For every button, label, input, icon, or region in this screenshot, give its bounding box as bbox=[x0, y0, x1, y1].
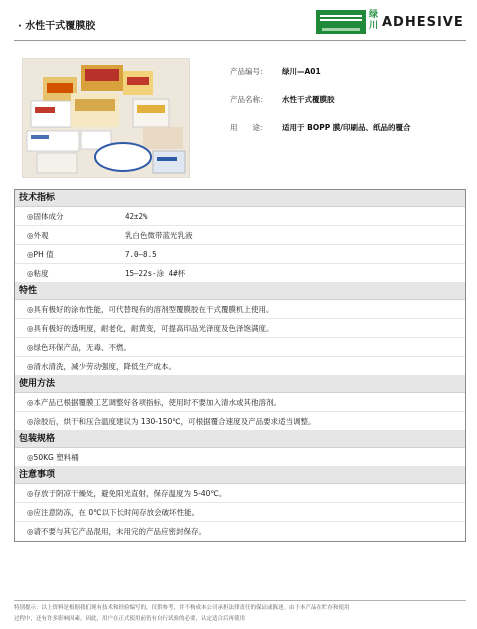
disclaimer-line: 过程中，还有许多影响因素，因此，用户在正式使用前仍有自行试验的必要，认定适合后再使用 bbox=[14, 616, 246, 622]
tech-row bbox=[15, 226, 465, 245]
feature-item: ◎具有极好的透明度，耐老化，耐黄变，可提高印品光泽度及色泽饱满度。 bbox=[15, 319, 465, 338]
footer-divider bbox=[14, 600, 466, 601]
feature-item: ◎绿色环保产品，无毒、不燃。 bbox=[15, 338, 465, 357]
tech-value: 乳白色微带蓝光乳液 bbox=[125, 231, 193, 240]
info-row-code bbox=[230, 66, 465, 94]
product-info bbox=[230, 66, 465, 150]
note-item: ◎应注意防冻，在 0℃以下长时间存放会破坏性能。 bbox=[15, 503, 465, 522]
page-header bbox=[14, 8, 466, 38]
packaging-item: ◎50KG 塑料桶 bbox=[15, 448, 465, 467]
header-divider bbox=[14, 40, 466, 41]
section-title-packaging: 包装规格 bbox=[15, 431, 465, 448]
spec-table bbox=[14, 189, 466, 542]
feature-item: ◎清水清洗，减少劳动强度，降低生产成本。 bbox=[15, 357, 465, 376]
tech-value: 7.0—8.5 bbox=[125, 250, 157, 259]
note-item: ◎请不要与其它产品混用，未用完的产品应密封保存。 bbox=[27, 527, 207, 536]
tech-label: ◎外观 bbox=[27, 231, 49, 240]
logo-chinese-text: 绿川 bbox=[369, 10, 379, 31]
info-value: 绿川—A01 bbox=[282, 67, 321, 76]
page-title: · 水性干式覆膜胶 bbox=[18, 21, 96, 32]
brand-logo bbox=[316, 8, 466, 38]
tech-row bbox=[15, 207, 465, 226]
feature-item: ◎具有极好的涂布性能，可代替现有的溶剂型覆膜胶在干式覆膜机上使用。 bbox=[15, 300, 465, 319]
disclaimer-line: 特别提示：以上资料是根据我们现有技术和经验编写的，仅供参考，并不构成本公司承担法律责任的保证或陈述。由于本产品在贮存和使用 bbox=[14, 605, 350, 611]
tech-label: ◎固体成分 bbox=[27, 212, 64, 221]
info-label: 用 途： bbox=[230, 123, 268, 132]
usage-item: ◎本产品已根据覆膜工艺调整好各项指标，使用时不要加入清水或其他溶剂。 bbox=[15, 393, 465, 412]
tech-value: 42±2% bbox=[125, 212, 148, 221]
info-label: 产品名称： bbox=[230, 95, 268, 104]
disclaimer bbox=[14, 603, 466, 625]
info-row-usage bbox=[230, 122, 465, 150]
tech-value: 15—22s-涂 4#杯 bbox=[125, 269, 186, 278]
tech-row bbox=[15, 264, 465, 283]
section-title-notes: 注意事项 bbox=[15, 467, 465, 484]
info-value: 水性干式覆膜胶 bbox=[282, 95, 335, 104]
info-row-name bbox=[230, 94, 465, 122]
logo-mark-icon bbox=[316, 10, 366, 34]
note-item: ◎存放于阴凉干燥处，避免阳光直射，保存温度为 5-40℃。 bbox=[15, 484, 465, 503]
section-title-features: 特性 bbox=[15, 283, 465, 300]
logo-english-text: ADHESIVE bbox=[382, 15, 464, 30]
tech-row bbox=[15, 245, 465, 264]
section-title-usage: 使用方法 bbox=[15, 376, 465, 393]
info-value: 适用于 BOPP 膜/印刷品、纸品的覆合 bbox=[282, 123, 411, 132]
product-photo bbox=[22, 58, 190, 178]
tech-label: ◎PH 值 bbox=[27, 250, 54, 259]
info-label: 产品编号： bbox=[230, 67, 268, 76]
usage-item: ◎涂胶后，烘干和压合温度建议为 130-150℃，可根据覆合速度及产品要求适当调整。 bbox=[15, 412, 465, 431]
tech-label: ◎粘度 bbox=[27, 269, 49, 278]
section-title-tech: 技术指标 bbox=[15, 190, 465, 207]
